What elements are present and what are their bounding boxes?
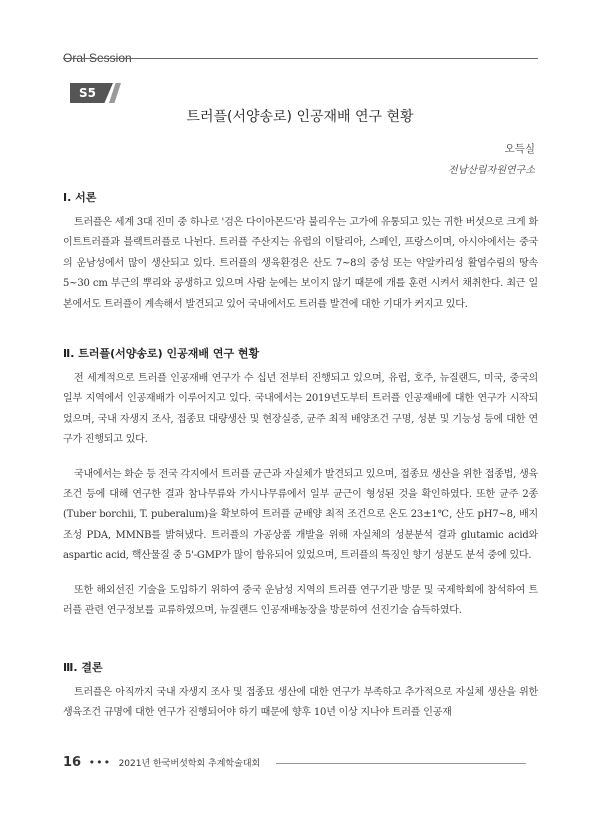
page-number: 16 [63, 755, 82, 770]
section-heading: Ⅱ. 트러플(서양송로) 인공재배 연구 현황 [63, 347, 260, 360]
author-name: 오득실 [504, 143, 535, 155]
session-badge [70, 83, 118, 103]
conference-name: 2021년 한국버섯학회 추계학술대회 [118, 759, 261, 769]
section-heading: Ⅲ. 결론 [63, 661, 103, 674]
section-introduction [63, 190, 538, 315]
badge-label: S5 [79, 86, 96, 100]
section-heading: Ⅰ. 서론 [63, 191, 97, 204]
page-title: 트러플(서양송로) 인공재배 연구 현황 [186, 109, 414, 125]
paragraph: 트러플은 아직까지 국내 자생지 조사 및 접종묘 생산에 대한 연구가 부족하고 추가적으로 자실체 생산을 위한 생육조건 규명에 대한 연구가 진행되어야 하기 때문에 향후 10년 이상 지나야 트러플 인공재 [63, 687, 538, 719]
footer-dots: ••• [88, 756, 112, 769]
page-footer [63, 755, 526, 770]
paragraph: 국내에서는 화순 등 전국 각지에서 트러플 균근과 자실체가 발견되고 있으며, 접종묘 생산을 위한 접종법, 생육조건 등에 대해 연구한 결과 참나무류와 가시나무류에서 일부 균근이 형성된 것을 확인하였다. 또한 균주 2종(Tuber borchii, T. puberalum)을 확보하여 트러플 균배양 최적 조건으로 온도 23±1℃, 산도 pH7~8, 배지조성 PDA, MMNB를 밝혀냈다. 트러플의 가공상품 개발을 위해 자실체의 성분분석 결과 glutamic acid와 aspartic acid, 핵산물질 중 5'-GMP가 많이 함유되어 있었으며, 트러플의 특징인 향기 성분도 분석 중에 있다. [63, 468, 538, 562]
footer-rule [276, 763, 526, 764]
running-header [63, 50, 538, 66]
section-research-status [63, 346, 538, 621]
paragraph: 또한 해외선진 기술을 도입하기 위하여 중국 운남성 지역의 트러플 연구기관 방문 및 국제학회에 참석하여 트러플 관련 연구정보를 교류하였으며, 뉴질랜드 인공재배농장을 방문하여 선진기술 습득하였다. [63, 584, 538, 617]
header-rule [63, 58, 538, 59]
paragraph: 전 세계적으로 트러플 인공재배 연구가 수 십년 전부터 진행되고 있으며, 유럽, 호주, 뉴질랜드, 미국, 중국의 일부 지역에서 인공재배가 이루어지고 있다. 국내에서는 2019년도부터 트러플 인공재배에 대한 연구가 시작되었으며, 국내 자생지 조사, 접종묘 대량생산 및 현장실증, 균주 최적 배양조건 구명, 성분 및 기능성 등에 대한 연구가 진행되고 있다. [63, 373, 538, 446]
paragraph: 트러플은 세계 3대 진미 중 하나로 '검은 다이아몬드'라 불리우는 고가에 유통되고 있는 귀한 버섯으로 크게 화이트트러플과 블랙트러플로 나뉜다. 트러플 주산지는 유럽의 이탈리아, 스페인, 프랑스이며, 아시아에서는 중국의 운남성에서 많이 생산되고 있다. 트러플의 생육환경은 산도 7~8의 중성 또는 약알카리성 활엽수림의 땅속 5~30 cm 부근의 뿌리와 공생하고 있으며 사람 눈에는 보이지 않기 때문에 개를 훈련 시켜서 채취한다. 최근 일본에서도 트러플이 계속해서 발견되고 있어 국내에서도 트러플 발견에 대한 기대가 커지고 있다. [63, 217, 538, 310]
session-label: Oral Session [63, 50, 138, 66]
author-affiliation: 전남산림자원연구소 [448, 165, 535, 176]
section-conclusion [63, 660, 538, 724]
